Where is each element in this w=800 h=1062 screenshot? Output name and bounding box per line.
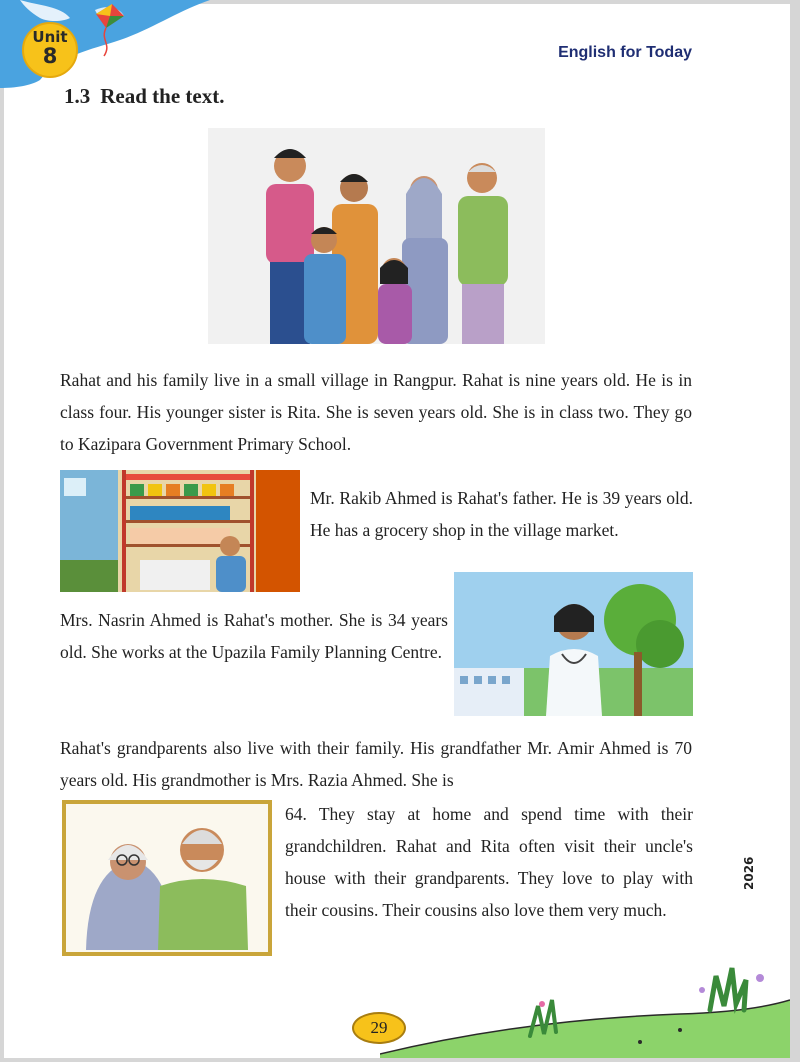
paragraph-intro: Rahat and his family live in a small village in Rangpur. Rahat is nine years old. He is in class four. His younger sister is Rita. She is seven years old. She is in class two. They go to Kazipara Government Primary School. <box>60 370 692 454</box>
grocery-shop-illustration <box>60 470 300 592</box>
grass-decoration <box>380 960 790 1058</box>
unit-badge <box>22 22 78 78</box>
family-illustration <box>208 128 545 344</box>
paragraph-grandparents-continued: 64. They stay at home and spend time with their grandchildren. Rahat and Rita often visit their uncle's house with their grandparents. They love to play with their cousins. Their cousins also love them very much. <box>285 804 693 920</box>
unit-number: 8 <box>42 44 58 68</box>
section-title: Read the text. <box>100 84 225 108</box>
page-number: 29 <box>352 1012 406 1044</box>
section-number: 1.3 <box>64 84 91 108</box>
year-mark: 2026 <box>742 856 756 890</box>
paragraph-father: Mr. Rakib Ahmed is Rahat's father. He is 39 years old. He has a grocery shop in the village market. <box>310 488 693 540</box>
mother-illustration <box>454 572 693 716</box>
paragraph-grandparents: Rahat's grandparents also live with their family. His grandfather Mr. Amir Ahmed is 70 years old. His grandmother is Mrs. Razia Ahmed. She is <box>60 738 692 790</box>
paragraph-mother: Mrs. Nasrin Ahmed is Rahat's mother. She is 34 years old. She works at the Upazila Family Planning Centre. <box>60 610 448 662</box>
section-heading <box>64 84 234 109</box>
unit-label: Unit <box>32 28 68 46</box>
grandparents-illustration <box>62 800 272 956</box>
book-title: English for Today <box>558 44 692 61</box>
